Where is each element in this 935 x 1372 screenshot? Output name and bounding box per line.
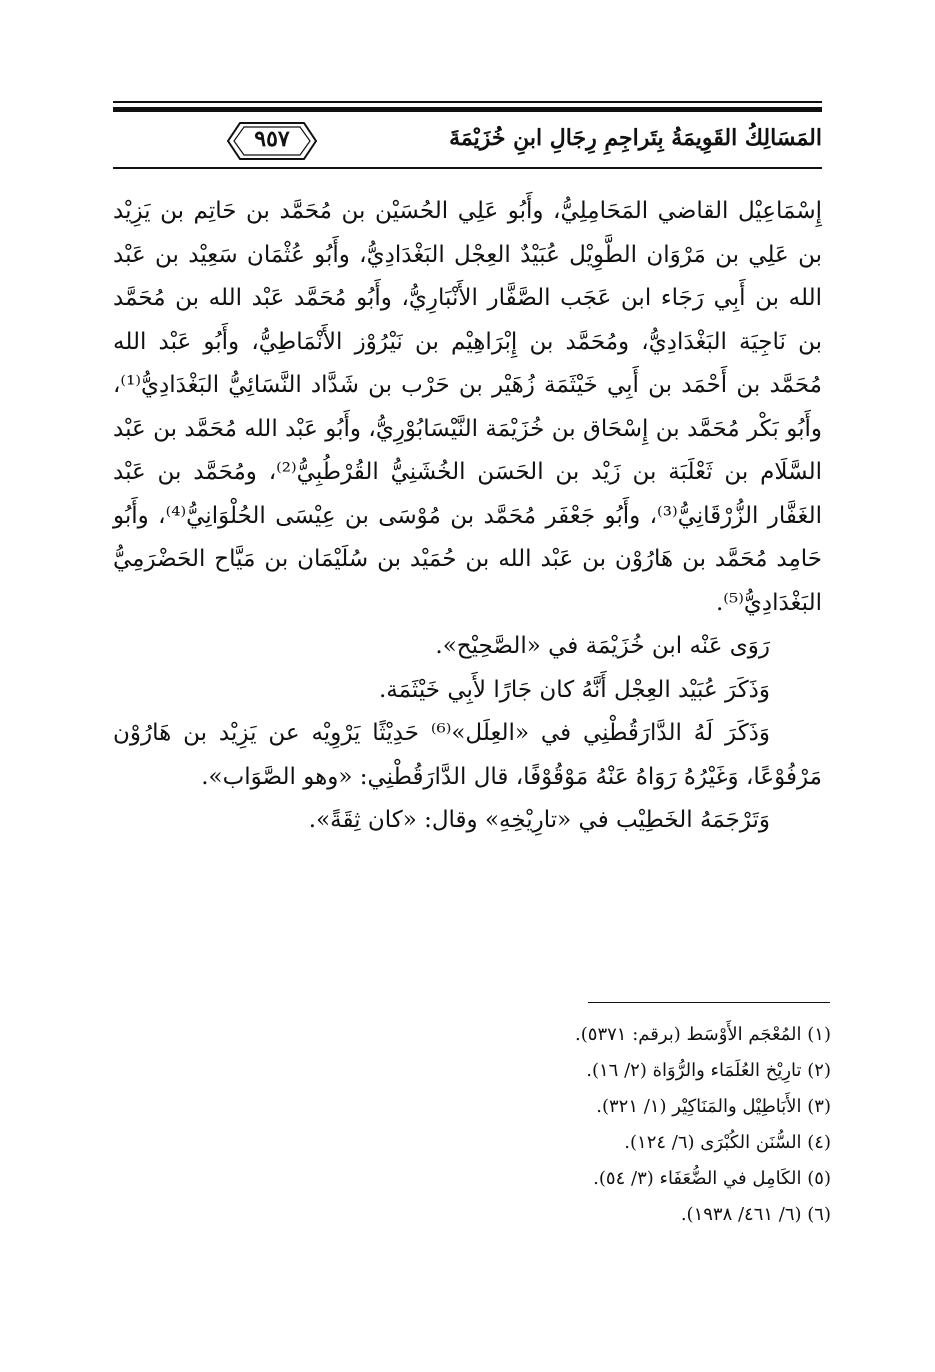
footnote-item: (٢) تارِيْخ العُلَمَاء والرُّوَاة (٢/ ١٦). (586, 1060, 831, 1081)
paragraph: وَذَكَرَ لَهُ الدَّارَقُطْنِي في «العِلَل»⁽⁶⁾ حَدِيْثًا يَرْوِيْه عن يَزِيْد بن هَارُوْن مَرْفُوْعًا، وَغَيْرُهُ رَوَاهُ عَنْهُ مَوْقُوْفًا، قال الدَّارَقُطْنِي: «وهو الصَّوَاب». (113, 720, 822, 790)
paragraph: وَذَكَرَ عُبَيْد العِجْل أَنَّهُ كان جَارًا لأَبِي خَيْثَمَة. (378, 676, 770, 703)
header-rule-thick (113, 107, 822, 112)
page-number-badge (226, 120, 318, 162)
footnote-item: (٤) السُّنَن الكُبْرَى (٦/ ١٢٤). (624, 1132, 831, 1153)
footnote-separator (588, 1002, 830, 1003)
paragraph: رَوَى عَنْه ابن خُزَيْمَة في «الصَّحِيْح». (435, 633, 770, 659)
footnote-item: (٥) الكَامِل في الضُّعَفَاء (٣/ ٥٤). (593, 1168, 831, 1189)
header-rule-thin (113, 101, 822, 103)
paragraph: إِسْمَاعِيْل القاضي المَحَامِلِيُّ، وأَبُو عَلِي الحُسَيْن بن مُحَمَّد بن حَاتِم بن يَزِيْد بن عَلِي بن مَرْوَان الطَّوِيْل عُبَيْدٌ العِجْل البَغْدَادِيُّ، وأَبُو عُثْمَان سَعِيْد بن عَبْد الله بن أَبِي رَجَاء ابن عَجَب الصَّفَّار الأَنْبَارِيُّ، وأَبُو مُحَمَّد عَبْد الله بن مُحَمَّد بن نَاجِيَة البَغْدَادِيُّ، ومُحَمَّد بن إِبْرَاهِيْم بن نَيْرُوْز الأَنْمَاطِيُّ، وأَبُو عَبْد الله مُحَمَّد بن أَحْمَد بن أَبِي خَيْثَمَة زُهَيْر بن حَرْب بن شَدَّاد النَّسَائِيُّ البَغْدَادِيُّ⁽¹⁾، وأَبُو بَكْر مُحَمَّد بن إِسْحَاق بن خُزَيْمَة النَّيْسَابُوْرِيُّ، وأَبُو عَبْد الله مُحَمَّد بن عَبْد السَّلَام بن ثَعْلَبَة بن زَيْد بن الحَسَن الخُشَنِيُّ القُرْطُبِيُّ⁽²⁾، ومُحَمَّد بن عَبْد الغَفَّار الزُّرْقَانِيُّ⁽³⁾، وأَبُو جَعْفَر مُحَمَّد بن مُوْسَى بن عِيْسَى الحُلْوَانِيُّ⁽⁴⁾، وأَبُو حَامِد مُحَمَّد بن هَارُوْن بن عَبْد الله بن حُمَيْد بن سُلَيْمَان بن مَيَّاح الحَضْرَمِيُّ البَغْدَادِيُّ⁽⁵⁾. (113, 198, 823, 616)
running-title: المَسَالِكُ القَوِيمَةُ بِتَراجِمِ رِجَالِ ابنِ خُزَيْمَةَ (449, 125, 822, 151)
header-rule-bottom (113, 167, 822, 169)
page-number: ٩٥٧ (254, 126, 290, 152)
footnote-item: (٣) الأَبَاطِيْل والمَنَاكِيْر (١/ ٣٢١). (596, 1096, 831, 1117)
footnote-item: (٦) (٦/ ٤٦١/ ١٩٣٨). (680, 1204, 831, 1225)
main-text (113, 190, 822, 843)
footnote-item: (١) المُعْجَم الأَوْسَط (برقم: ٥٣٧١). (575, 1024, 831, 1045)
paragraph: وَتَرْجَمَهُ الخَطِيْب في «تارِيْخِهِ» وقال: «كان ثِقَةً». (308, 807, 770, 833)
footnotes (231, 1017, 831, 1233)
